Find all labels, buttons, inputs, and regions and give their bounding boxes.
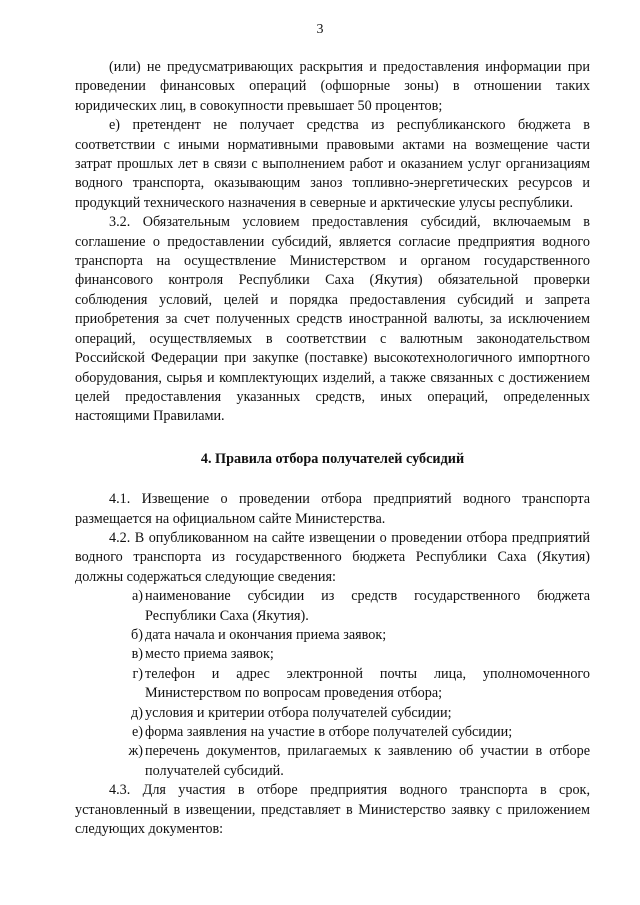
list-item-text: форма заявления на участие в отборе получателей субсидии;: [145, 724, 513, 740]
list-marker: ж): [128, 743, 143, 760]
list-item: [75, 723, 590, 742]
document-body: [75, 58, 590, 839]
paragraph-3-2: 3.2. Обязательным условием предоставления субсидий, включаемым в соглашение о предоставлении субсидий, является согласие предприятия водного транспорта на осуществление Министерством и органом государственного финансового контроля Республики Саха (Якутия) обязательной проверки соблюдения условий, целей и порядка предоставления субсидий и запрета приобретения за счет полученных средств иностранной валюты, за исключением операций, осуществляемых в соответствии с валютным законодательством Российской Федерации при закупке (поставке) высокотехнологичного импортного оборудования, сырья и комплектующих изделий, а также связанных с достижением целей предоставления указанных средств, иных операций, определенных настоящими Правилами.: [75, 214, 590, 425]
list-marker: б): [131, 626, 143, 643]
list-item-text: дата начала и окончания приема заявок;: [145, 626, 387, 643]
list-item: [75, 645, 590, 664]
list-marker: е): [131, 724, 143, 740]
list-item: [75, 704, 590, 723]
paragraph-4-3: 4.3. Для участия в отборе предприятия водного транспорта в срок, установленный в извещении, представляет в Министерство заявку с приложением следующих документов:: [75, 782, 590, 838]
list-item-text: телефон и адрес электронной почты лица, уполномоченного Министерством по вопросам проведения отбора;: [145, 665, 590, 702]
paragraph-condition-e: е) претендент не получает средства из республиканского бюджета в соответствии с иными нормативными правовыми актами на возмещение части затрат прошлых лет в связи с выполнением работ и оказанием услуг организациям водного транспорта, оказывающим заноз топливно-энергетических ресурсов и продукций технического назначения в северные и арктические улусы республики.: [75, 117, 590, 211]
list-item: [75, 742, 590, 781]
list-item-text: перечень документов, прилагаемых к заявлению об участии в отборе получателей субсидий.: [145, 743, 590, 779]
list-marker: в): [131, 646, 143, 663]
list-item-text: условия и критерии отбора получателей субсидии;: [145, 704, 452, 721]
notice-requirements-list: [75, 587, 590, 781]
list-item: [75, 665, 590, 704]
paragraph-4-2: 4.2. В опубликованном на сайте извещении о проведении отбора предприятий водного транспорта из государственного бюджета Республики Саха (Якутия) должны содержаться следующие сведения:: [75, 529, 590, 585]
paragraph-offshore-continuation: (или) не предусматривающих раскрытия и предоставления информации при проведении финансовых операций (офшорные зоны) в отношении таких юридических лиц, в совокупности превышает 50 процентов;: [75, 59, 590, 114]
list-marker: г): [132, 665, 143, 682]
section-heading: 4. Правила отбора получателей субсидий: [200, 450, 465, 467]
list-marker: д): [131, 704, 143, 721]
paragraph-4-1: 4.1. Извещение о проведении отбора предприятий водного транспорта размещается на официальном сайте Министерства.: [75, 491, 590, 527]
list-item: [75, 587, 590, 626]
list-item-text: наименование субсидии из средств государственного бюджета Республики Саха (Якутия).: [145, 588, 590, 624]
page-number: 3: [316, 22, 324, 37]
list-item-text: место приема заявок;: [145, 646, 274, 663]
list-marker: а): [131, 588, 143, 605]
list-item: [75, 626, 590, 645]
